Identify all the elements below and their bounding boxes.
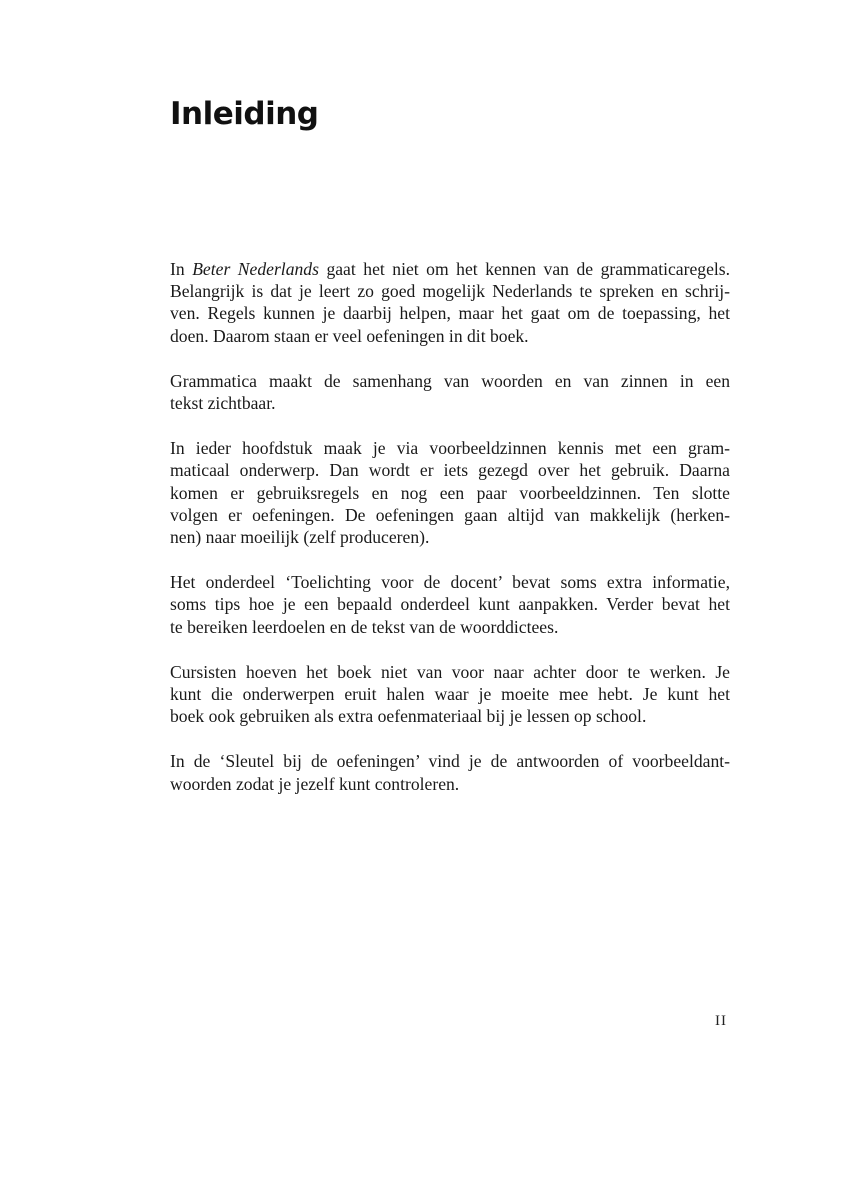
paragraph	[170, 750, 730, 794]
text-line	[170, 661, 730, 683]
text-segment: kunt die onderwerpen eruit halen waar je moeite mee hebt. Je kunt het	[170, 684, 730, 705]
text-segment: boek ook gebruiken als extra oefenmateriaal bij je lessen op school.	[170, 706, 647, 727]
body-text	[170, 258, 730, 818]
text-segment: Cursisten hoeven het boek niet van voor naar achter door te werken. Je	[170, 661, 730, 682]
text-segment: In de ‘Sleutel bij de oefeningen’ vind je de antwoorden of voorbeeldant-	[170, 751, 730, 772]
paragraph	[170, 370, 730, 414]
text-line	[170, 280, 730, 302]
text-line	[170, 571, 730, 593]
text-segment: gaat het niet om het kennen van de grammaticaregels.	[318, 259, 731, 279]
page-number: II	[715, 1013, 727, 1029]
text-segment: te bereiken leerdoelen en de tekst van de woorddictees.	[170, 616, 559, 637]
text-segment: doen. Daarom staan er veel oefeningen in dit boek.	[170, 325, 529, 346]
text-segment: Belangrijk is dat je leert zo goed mogelijk Nederlands te spreken en schrij-	[170, 281, 730, 302]
text-segment: Het onderdeel ‘Toelichting voor de docent’ bevat soms extra informatie,	[170, 572, 730, 593]
page-title: Inleiding	[170, 96, 319, 132]
text-segment: komen er gebruiksregels en nog een paar voorbeeldzinnen. Ten slotte	[170, 482, 730, 503]
paragraph	[170, 258, 730, 347]
text-line	[170, 325, 730, 347]
text-line	[170, 302, 730, 324]
paragraph	[170, 437, 730, 548]
text-segment: soms tips hoe je een bepaald onderdeel kunt aanpakken. Verder bevat het	[170, 594, 730, 615]
text-line	[170, 482, 730, 504]
text-segment: In ieder hoofdstuk maak je via voorbeeldzinnen kennis met een gram-	[170, 438, 730, 459]
paragraph	[170, 571, 730, 638]
text-segment: nen) naar moeilijk (zelf produceren).	[170, 527, 430, 548]
text-line	[170, 258, 730, 280]
text-line	[170, 705, 730, 727]
text-line	[170, 437, 730, 459]
paragraph	[170, 661, 730, 728]
text-segment: In	[170, 259, 193, 279]
text-line	[170, 683, 730, 705]
text-line	[170, 773, 730, 795]
book-title-italic: Beter Nederlands	[192, 259, 319, 279]
text-segment: Grammatica maakt de samenhang van woorden en van zinnen in een	[170, 370, 730, 391]
text-segment: woorden zodat je jezelf kunt controleren.	[170, 773, 460, 794]
text-line	[170, 616, 730, 638]
text-segment: volgen er oefeningen. De oefeningen gaan altijd van makkelijk (herken-	[170, 504, 730, 525]
text-line	[170, 370, 730, 392]
text-segment: ven. Regels kunnen je daarbij helpen, maar het gaat om de toepassing, het	[170, 303, 730, 324]
text-line	[170, 526, 730, 548]
text-line	[170, 750, 730, 772]
text-line	[170, 504, 730, 526]
text-line	[170, 459, 730, 481]
text-line	[170, 593, 730, 615]
text-segment: maticaal onderwerp. Dan wordt er iets gezegd over het gebruik. Daarna	[170, 460, 730, 481]
text-line	[170, 392, 730, 414]
text-segment: tekst zichtbaar.	[170, 393, 276, 414]
